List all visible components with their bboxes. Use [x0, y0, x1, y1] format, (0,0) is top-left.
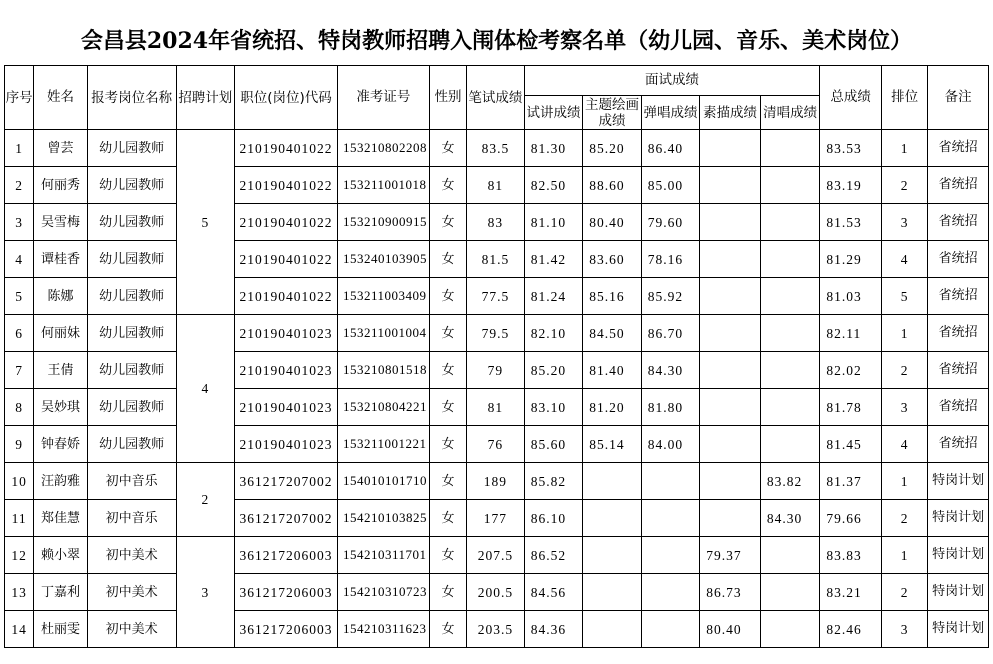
cell-post-code: 210190401023 — [235, 426, 338, 463]
cell-total: 83.53 — [820, 130, 882, 167]
cell-post: 幼儿园教师 — [87, 278, 176, 315]
cell-sketch — [700, 315, 761, 352]
cell-sketch — [700, 130, 761, 167]
cell-post: 初中美术 — [87, 537, 176, 574]
cell-remark: 省统招 — [928, 426, 989, 463]
cell-gender: 女 — [429, 611, 466, 648]
cell-theme-drawing: 81.20 — [583, 389, 642, 426]
cell-rank: 3 — [881, 389, 927, 426]
table-body — [5, 130, 989, 648]
cell-theme-drawing — [583, 500, 642, 537]
header-sketch: 素描成绩 — [700, 96, 761, 130]
cell-lecture: 83.10 — [524, 389, 583, 426]
cell-gender: 女 — [429, 167, 466, 204]
header-post-code: 职位(岗位)代码 — [235, 66, 338, 130]
table-row — [5, 500, 989, 537]
cell-sketch — [700, 500, 761, 537]
cell-total: 82.11 — [820, 315, 882, 352]
cell-post-code: 210190401022 — [235, 204, 338, 241]
cell-written: 76 — [467, 426, 525, 463]
cell-sketch — [700, 426, 761, 463]
cell-acappella — [760, 537, 820, 574]
cell-play-sing — [641, 537, 700, 574]
cell-written: 200.5 — [467, 574, 525, 611]
cell-gender: 女 — [429, 537, 466, 574]
cell-sketch — [700, 463, 761, 500]
cell-play-sing: 79.60 — [641, 204, 700, 241]
table-row — [5, 537, 989, 574]
cell-sketch — [700, 352, 761, 389]
cell-theme-drawing: 84.50 — [583, 315, 642, 352]
cell-play-sing: 78.16 — [641, 241, 700, 278]
cell-post: 幼儿园教师 — [87, 389, 176, 426]
cell-play-sing: 84.30 — [641, 352, 700, 389]
cell-post-code: 210190401022 — [235, 278, 338, 315]
cell-gender: 女 — [429, 426, 466, 463]
cell-name: 何丽妹 — [34, 315, 87, 352]
cell-written: 79 — [467, 352, 525, 389]
cell-acappella — [760, 315, 820, 352]
cell-written: 81.5 — [467, 241, 525, 278]
cell-written: 177 — [467, 500, 525, 537]
cell-gender: 女 — [429, 352, 466, 389]
cell-total: 82.02 — [820, 352, 882, 389]
cell-name: 丁嘉利 — [34, 574, 87, 611]
cell-name: 何丽秀 — [34, 167, 87, 204]
cell-sketch: 80.40 — [700, 611, 761, 648]
cell-gender: 女 — [429, 389, 466, 426]
cell-plan: 5 — [176, 130, 235, 315]
cell-admission-no: 153210801518 — [338, 352, 430, 389]
cell-seq: 5 — [5, 278, 34, 315]
cell-rank: 1 — [881, 315, 927, 352]
table-row — [5, 611, 989, 648]
header-seq: 序号 — [5, 66, 34, 130]
cell-name: 吴妙琪 — [34, 389, 87, 426]
cell-admission-no: 154010101710 — [338, 463, 430, 500]
cell-admission-no: 153210900915 — [338, 204, 430, 241]
cell-gender: 女 — [429, 241, 466, 278]
cell-post: 幼儿园教师 — [87, 315, 176, 352]
cell-seq: 13 — [5, 574, 34, 611]
cell-play-sing: 84.00 — [641, 426, 700, 463]
cell-remark: 省统招 — [928, 278, 989, 315]
header-post-name: 报考岗位名称 — [87, 66, 176, 130]
cell-gender: 女 — [429, 574, 466, 611]
cell-written: 79.5 — [467, 315, 525, 352]
cell-post-code: 361217207002 — [235, 500, 338, 537]
cell-play-sing — [641, 611, 700, 648]
cell-acappella — [760, 130, 820, 167]
cell-lecture: 81.10 — [524, 204, 583, 241]
cell-post-code: 210190401023 — [235, 352, 338, 389]
cell-play-sing: 81.80 — [641, 389, 700, 426]
cell-post-code: 361217206003 — [235, 574, 338, 611]
cell-play-sing: 86.40 — [641, 130, 700, 167]
cell-rank: 1 — [881, 463, 927, 500]
cell-remark: 特岗计划 — [928, 537, 989, 574]
cell-lecture: 86.10 — [524, 500, 583, 537]
header-play-sing: 弹唱成绩 — [641, 96, 700, 130]
cell-lecture: 86.52 — [524, 537, 583, 574]
cell-acappella: 84.30 — [760, 500, 820, 537]
cell-gender: 女 — [429, 500, 466, 537]
cell-play-sing — [641, 463, 700, 500]
cell-acappella — [760, 278, 820, 315]
cell-post-code: 210190401022 — [235, 167, 338, 204]
cell-admission-no: 153211001221 — [338, 426, 430, 463]
cell-post: 幼儿园教师 — [87, 130, 176, 167]
cell-post: 初中音乐 — [87, 500, 176, 537]
cell-admission-no: 153240103905 — [338, 241, 430, 278]
header-interview: 面试成绩 — [524, 66, 820, 96]
header-plan: 招聘计划 — [176, 66, 235, 130]
table-row — [5, 167, 989, 204]
cell-lecture: 85.82 — [524, 463, 583, 500]
cell-lecture: 81.30 — [524, 130, 583, 167]
cell-written: 77.5 — [467, 278, 525, 315]
table-row — [5, 241, 989, 278]
cell-seq: 10 — [5, 463, 34, 500]
cell-total: 83.83 — [820, 537, 882, 574]
cell-lecture: 82.50 — [524, 167, 583, 204]
cell-seq: 4 — [5, 241, 34, 278]
cell-admission-no: 154210310723 — [338, 574, 430, 611]
cell-post: 初中美术 — [87, 574, 176, 611]
cell-rank: 4 — [881, 426, 927, 463]
cell-name: 王倩 — [34, 352, 87, 389]
cell-theme-drawing: 85.16 — [583, 278, 642, 315]
cell-rank: 1 — [881, 130, 927, 167]
header-name: 姓名 — [34, 66, 87, 130]
cell-seq: 12 — [5, 537, 34, 574]
cell-total: 83.21 — [820, 574, 882, 611]
cell-gender: 女 — [429, 315, 466, 352]
cell-total: 81.37 — [820, 463, 882, 500]
cell-seq: 9 — [5, 426, 34, 463]
cell-sketch: 79.37 — [700, 537, 761, 574]
cell-rank: 3 — [881, 204, 927, 241]
cell-remark: 特岗计划 — [928, 574, 989, 611]
cell-plan: 3 — [176, 537, 235, 648]
table-row — [5, 278, 989, 315]
cell-sketch — [700, 204, 761, 241]
cell-name: 郑佳慧 — [34, 500, 87, 537]
cell-lecture: 81.42 — [524, 241, 583, 278]
cell-post-code: 361217206003 — [235, 611, 338, 648]
cell-post-code: 361217206003 — [235, 537, 338, 574]
cell-sketch — [700, 389, 761, 426]
cell-remark: 省统招 — [928, 130, 989, 167]
cell-theme-drawing: 80.40 — [583, 204, 642, 241]
cell-total: 81.03 — [820, 278, 882, 315]
cell-remark: 省统招 — [928, 167, 989, 204]
cell-seq: 1 — [5, 130, 34, 167]
cell-rank: 2 — [881, 167, 927, 204]
cell-seq: 8 — [5, 389, 34, 426]
table-row — [5, 315, 989, 352]
cell-gender: 女 — [429, 130, 466, 167]
cell-acappella — [760, 167, 820, 204]
cell-seq: 2 — [5, 167, 34, 204]
header-rank: 排位 — [881, 66, 927, 130]
cell-admission-no: 154210103825 — [338, 500, 430, 537]
cell-theme-drawing: 85.14 — [583, 426, 642, 463]
cell-rank: 3 — [881, 611, 927, 648]
table-row — [5, 352, 989, 389]
cell-name: 赖小翠 — [34, 537, 87, 574]
cell-acappella: 83.82 — [760, 463, 820, 500]
cell-seq: 11 — [5, 500, 34, 537]
candidate-table — [4, 65, 989, 648]
cell-lecture: 82.10 — [524, 315, 583, 352]
cell-admission-no: 153210802208 — [338, 130, 430, 167]
cell-sketch — [700, 278, 761, 315]
cell-theme-drawing — [583, 574, 642, 611]
cell-written: 203.5 — [467, 611, 525, 648]
cell-post-code: 210190401022 — [235, 241, 338, 278]
cell-total: 81.45 — [820, 426, 882, 463]
cell-post-code: 210190401023 — [235, 389, 338, 426]
cell-post-code: 210190401023 — [235, 315, 338, 352]
cell-gender: 女 — [429, 463, 466, 500]
cell-name: 曾芸 — [34, 130, 87, 167]
table-row — [5, 463, 989, 500]
cell-gender: 女 — [429, 278, 466, 315]
cell-post: 幼儿园教师 — [87, 204, 176, 241]
cell-admission-no: 153210804221 — [338, 389, 430, 426]
cell-theme-drawing: 81.40 — [583, 352, 642, 389]
cell-post: 幼儿园教师 — [87, 167, 176, 204]
cell-written: 189 — [467, 463, 525, 500]
cell-admission-no: 153211001004 — [338, 315, 430, 352]
header-lecture: 试讲成绩 — [524, 96, 583, 130]
cell-rank: 2 — [881, 500, 927, 537]
cell-acappella — [760, 426, 820, 463]
cell-sketch: 86.73 — [700, 574, 761, 611]
cell-sketch — [700, 167, 761, 204]
cell-name: 陈娜 — [34, 278, 87, 315]
cell-theme-drawing — [583, 463, 642, 500]
cell-written: 83.5 — [467, 130, 525, 167]
cell-acappella — [760, 241, 820, 278]
cell-play-sing: 85.92 — [641, 278, 700, 315]
cell-rank: 1 — [881, 537, 927, 574]
cell-post: 幼儿园教师 — [87, 352, 176, 389]
cell-post: 幼儿园教师 — [87, 241, 176, 278]
cell-remark: 省统招 — [928, 315, 989, 352]
cell-plan: 4 — [176, 315, 235, 463]
cell-lecture: 81.24 — [524, 278, 583, 315]
header-theme-drawing: 主题绘画成绩 — [583, 96, 642, 130]
cell-play-sing: 86.70 — [641, 315, 700, 352]
cell-play-sing — [641, 574, 700, 611]
cell-post: 初中音乐 — [87, 463, 176, 500]
cell-seq: 14 — [5, 611, 34, 648]
header-gender: 性别 — [429, 66, 466, 130]
cell-post-code: 361217207002 — [235, 463, 338, 500]
header-total: 总成绩 — [820, 66, 882, 130]
cell-lecture: 84.56 — [524, 574, 583, 611]
cell-remark: 特岗计划 — [928, 611, 989, 648]
cell-remark: 特岗计划 — [928, 463, 989, 500]
header-acappella: 清唱成绩 — [760, 96, 820, 130]
cell-rank: 2 — [881, 574, 927, 611]
cell-theme-drawing: 83.60 — [583, 241, 642, 278]
table-row — [5, 389, 989, 426]
cell-admission-no: 153211003409 — [338, 278, 430, 315]
cell-total: 79.66 — [820, 500, 882, 537]
cell-total: 81.29 — [820, 241, 882, 278]
cell-gender: 女 — [429, 204, 466, 241]
cell-seq: 7 — [5, 352, 34, 389]
table-row — [5, 204, 989, 241]
table-row — [5, 130, 989, 167]
header-admission-no: 准考证号 — [338, 66, 430, 130]
cell-admission-no: 154210311623 — [338, 611, 430, 648]
cell-acappella — [760, 611, 820, 648]
cell-acappella — [760, 389, 820, 426]
cell-remark: 省统招 — [928, 241, 989, 278]
cell-seq: 3 — [5, 204, 34, 241]
cell-lecture: 85.20 — [524, 352, 583, 389]
cell-name: 谭桂香 — [34, 241, 87, 278]
cell-plan: 2 — [176, 463, 235, 537]
cell-total: 81.78 — [820, 389, 882, 426]
cell-name: 汪韵雅 — [34, 463, 87, 500]
cell-play-sing: 85.00 — [641, 167, 700, 204]
cell-rank: 2 — [881, 352, 927, 389]
cell-post: 初中美术 — [87, 611, 176, 648]
cell-written: 81 — [467, 167, 525, 204]
cell-written: 83 — [467, 204, 525, 241]
cell-remark: 特岗计划 — [928, 500, 989, 537]
cell-total: 82.46 — [820, 611, 882, 648]
cell-lecture: 84.36 — [524, 611, 583, 648]
cell-admission-no: 153211001018 — [338, 167, 430, 204]
page-title: 会昌县2024年省统招、特岗教师招聘入闱体检考察名单（幼儿园、音乐、美术岗位） — [80, 28, 913, 54]
cell-rank: 5 — [881, 278, 927, 315]
cell-lecture: 85.60 — [524, 426, 583, 463]
header-written: 笔试成绩 — [467, 66, 525, 130]
cell-remark: 省统招 — [928, 389, 989, 426]
cell-remark: 省统招 — [928, 204, 989, 241]
cell-theme-drawing: 88.60 — [583, 167, 642, 204]
cell-written: 207.5 — [467, 537, 525, 574]
cell-total: 81.53 — [820, 204, 882, 241]
cell-play-sing — [641, 500, 700, 537]
cell-acappella — [760, 574, 820, 611]
cell-theme-drawing — [583, 537, 642, 574]
cell-theme-drawing — [583, 611, 642, 648]
header-remark: 备注 — [928, 66, 989, 130]
cell-post: 幼儿园教师 — [87, 426, 176, 463]
table-row — [5, 426, 989, 463]
cell-name: 钟春娇 — [34, 426, 87, 463]
cell-acappella — [760, 204, 820, 241]
cell-rank: 4 — [881, 241, 927, 278]
cell-acappella — [760, 352, 820, 389]
cell-seq: 6 — [5, 315, 34, 352]
cell-written: 81 — [467, 389, 525, 426]
cell-name: 吴雪梅 — [34, 204, 87, 241]
cell-name: 杜丽雯 — [34, 611, 87, 648]
cell-post-code: 210190401022 — [235, 130, 338, 167]
cell-sketch — [700, 241, 761, 278]
cell-remark: 省统招 — [928, 352, 989, 389]
cell-theme-drawing: 85.20 — [583, 130, 642, 167]
table-row — [5, 574, 989, 611]
cell-admission-no: 154210311701 — [338, 537, 430, 574]
cell-total: 83.19 — [820, 167, 882, 204]
